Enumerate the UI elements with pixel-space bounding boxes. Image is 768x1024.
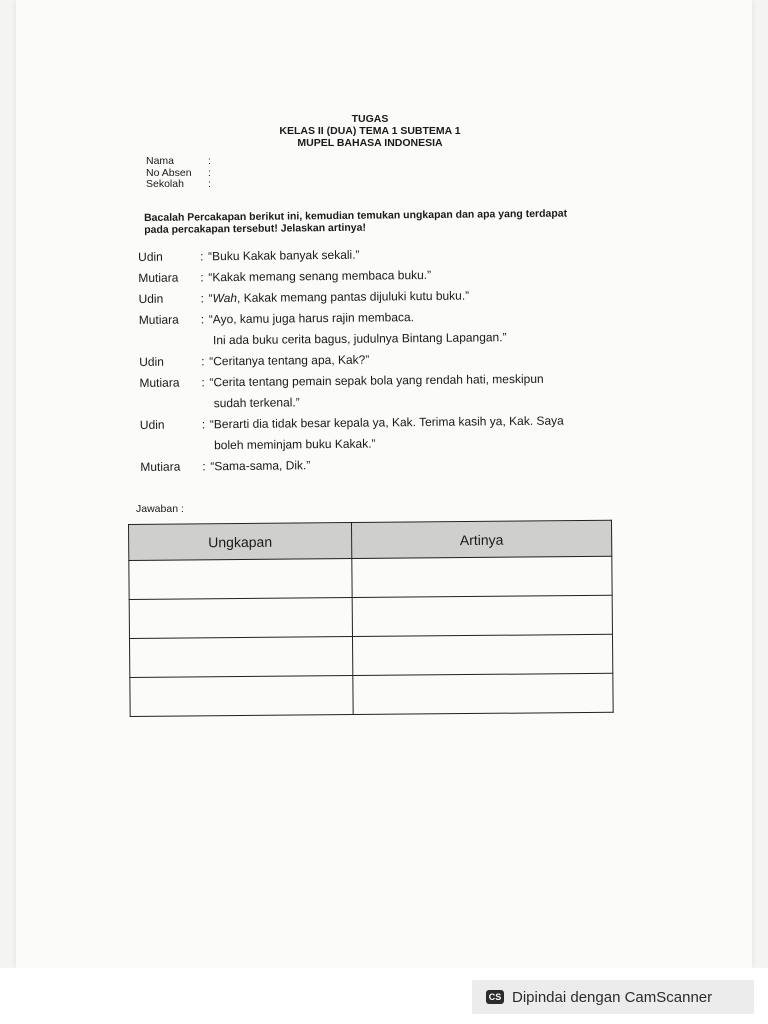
- answer-label: Jawaban :: [136, 503, 184, 515]
- camscanner-text: Dipindai dengan CamScanner: [512, 988, 713, 1006]
- identity-label: No Absen: [146, 166, 192, 179]
- dialog-colon: :: [200, 248, 204, 263]
- dialog-speaker: Udin: [138, 249, 163, 264]
- header-subject: MUPEL BAHASA INDONESIA: [297, 137, 443, 149]
- identity-colon: :: [208, 155, 211, 167]
- dialog-text: “Wah, Kakak memang pantas dijuluki kutu buku.”: [208, 288, 470, 305]
- instruction-text: [144, 207, 594, 236]
- dialog-text: “Buku Kakak banyak sekali.”: [208, 247, 360, 263]
- dialog-speaker: Mutiara: [140, 459, 181, 474]
- dialog-text: “Berarti dia tidak besar kepala ya, Kak. Terima kasih ya, Kak. Saya: [209, 413, 564, 431]
- identity-colon: :: [208, 178, 211, 190]
- dialog-speaker: Udin: [138, 291, 164, 306]
- header-class: KELAS II (DUA) TEMA 1 SUBTEMA 1: [279, 125, 461, 137]
- table-row: [129, 634, 612, 677]
- answer-cell[interactable]: [129, 637, 352, 678]
- dialog-continuation: Ini ada buku cerita bagus, judulnya Bintang Lapangan.”: [212, 329, 507, 347]
- dialog-speaker: Mutiara: [138, 312, 179, 327]
- camscanner-logo-icon: CS: [486, 990, 504, 1004]
- identity-school-row: [146, 179, 211, 191]
- identity-colon: :: [208, 166, 211, 179]
- instruction-line: pada percakapan tersebut! Jelaskan artinya!: [144, 221, 367, 236]
- dialog-text: “Kakak memang senang membaca buku.”: [208, 267, 432, 284]
- dialog-colon: :: [202, 458, 206, 473]
- dialog-text-rest: , Kakak memang pantas dijuluki kutu buku.”: [236, 288, 470, 305]
- identity-label: Nama: [146, 155, 175, 167]
- dialog-speaker: Udin: [139, 417, 165, 432]
- answer-table: [128, 520, 614, 717]
- dialog-block: [138, 241, 610, 477]
- identity-name-row: [146, 156, 211, 168]
- dialog-colon: :: [201, 416, 206, 431]
- answer-cell[interactable]: [353, 673, 613, 714]
- dialog-text: “Cerita tentang pemain sepak bola yang rendah hati, meskipun: [209, 371, 544, 389]
- dialog-colon: :: [201, 353, 205, 368]
- header-title: TUGAS: [351, 113, 389, 125]
- dialog-speaker: Mutiara: [138, 270, 179, 285]
- answer-cell[interactable]: [129, 559, 352, 600]
- dialog-colon: :: [200, 311, 205, 326]
- dialog-speaker: Udin: [139, 354, 164, 369]
- dialog-colon: :: [200, 290, 204, 305]
- table-row: [129, 595, 612, 638]
- table-row: [129, 556, 612, 599]
- answer-cell[interactable]: [129, 598, 352, 639]
- column-header-artinya: Artinya: [351, 520, 611, 558]
- instruction-line: Bacalah Percakapan berikut ini, kemudian temukan ungkapan dan apa yang terdapat: [144, 207, 568, 224]
- dialog-text: “Ayo, kamu juga harus rajin membaca.: [208, 309, 415, 326]
- answer-cell[interactable]: [352, 634, 612, 675]
- document-header: [270, 113, 470, 149]
- column-header-ungkapan: Ungkapan: [129, 523, 352, 561]
- dialog-colon: :: [201, 374, 205, 389]
- answer-table-header: [129, 520, 612, 560]
- answer-cell[interactable]: [130, 676, 353, 717]
- dialog-colon: :: [200, 269, 204, 284]
- identity-label: Sekolah: [146, 178, 184, 190]
- dialog-speaker: Mutiara: [139, 375, 180, 390]
- dialog-continuation: sudah terkenal.”: [213, 394, 300, 410]
- camscanner-watermark: [472, 980, 754, 1014]
- dialog-text: “Sama-sama, Dik.”: [210, 457, 311, 473]
- dialog-emphasis: Wah: [212, 290, 238, 305]
- table-row: [130, 673, 613, 716]
- dialog-text: “Ceritanya tentang apa, Kak?”: [209, 352, 370, 368]
- answer-cell[interactable]: [352, 595, 612, 636]
- answer-cell[interactable]: [352, 556, 612, 597]
- identity-block: [146, 156, 211, 191]
- dialog-continuation: boleh meminjam buku Kakak.”: [214, 436, 376, 452]
